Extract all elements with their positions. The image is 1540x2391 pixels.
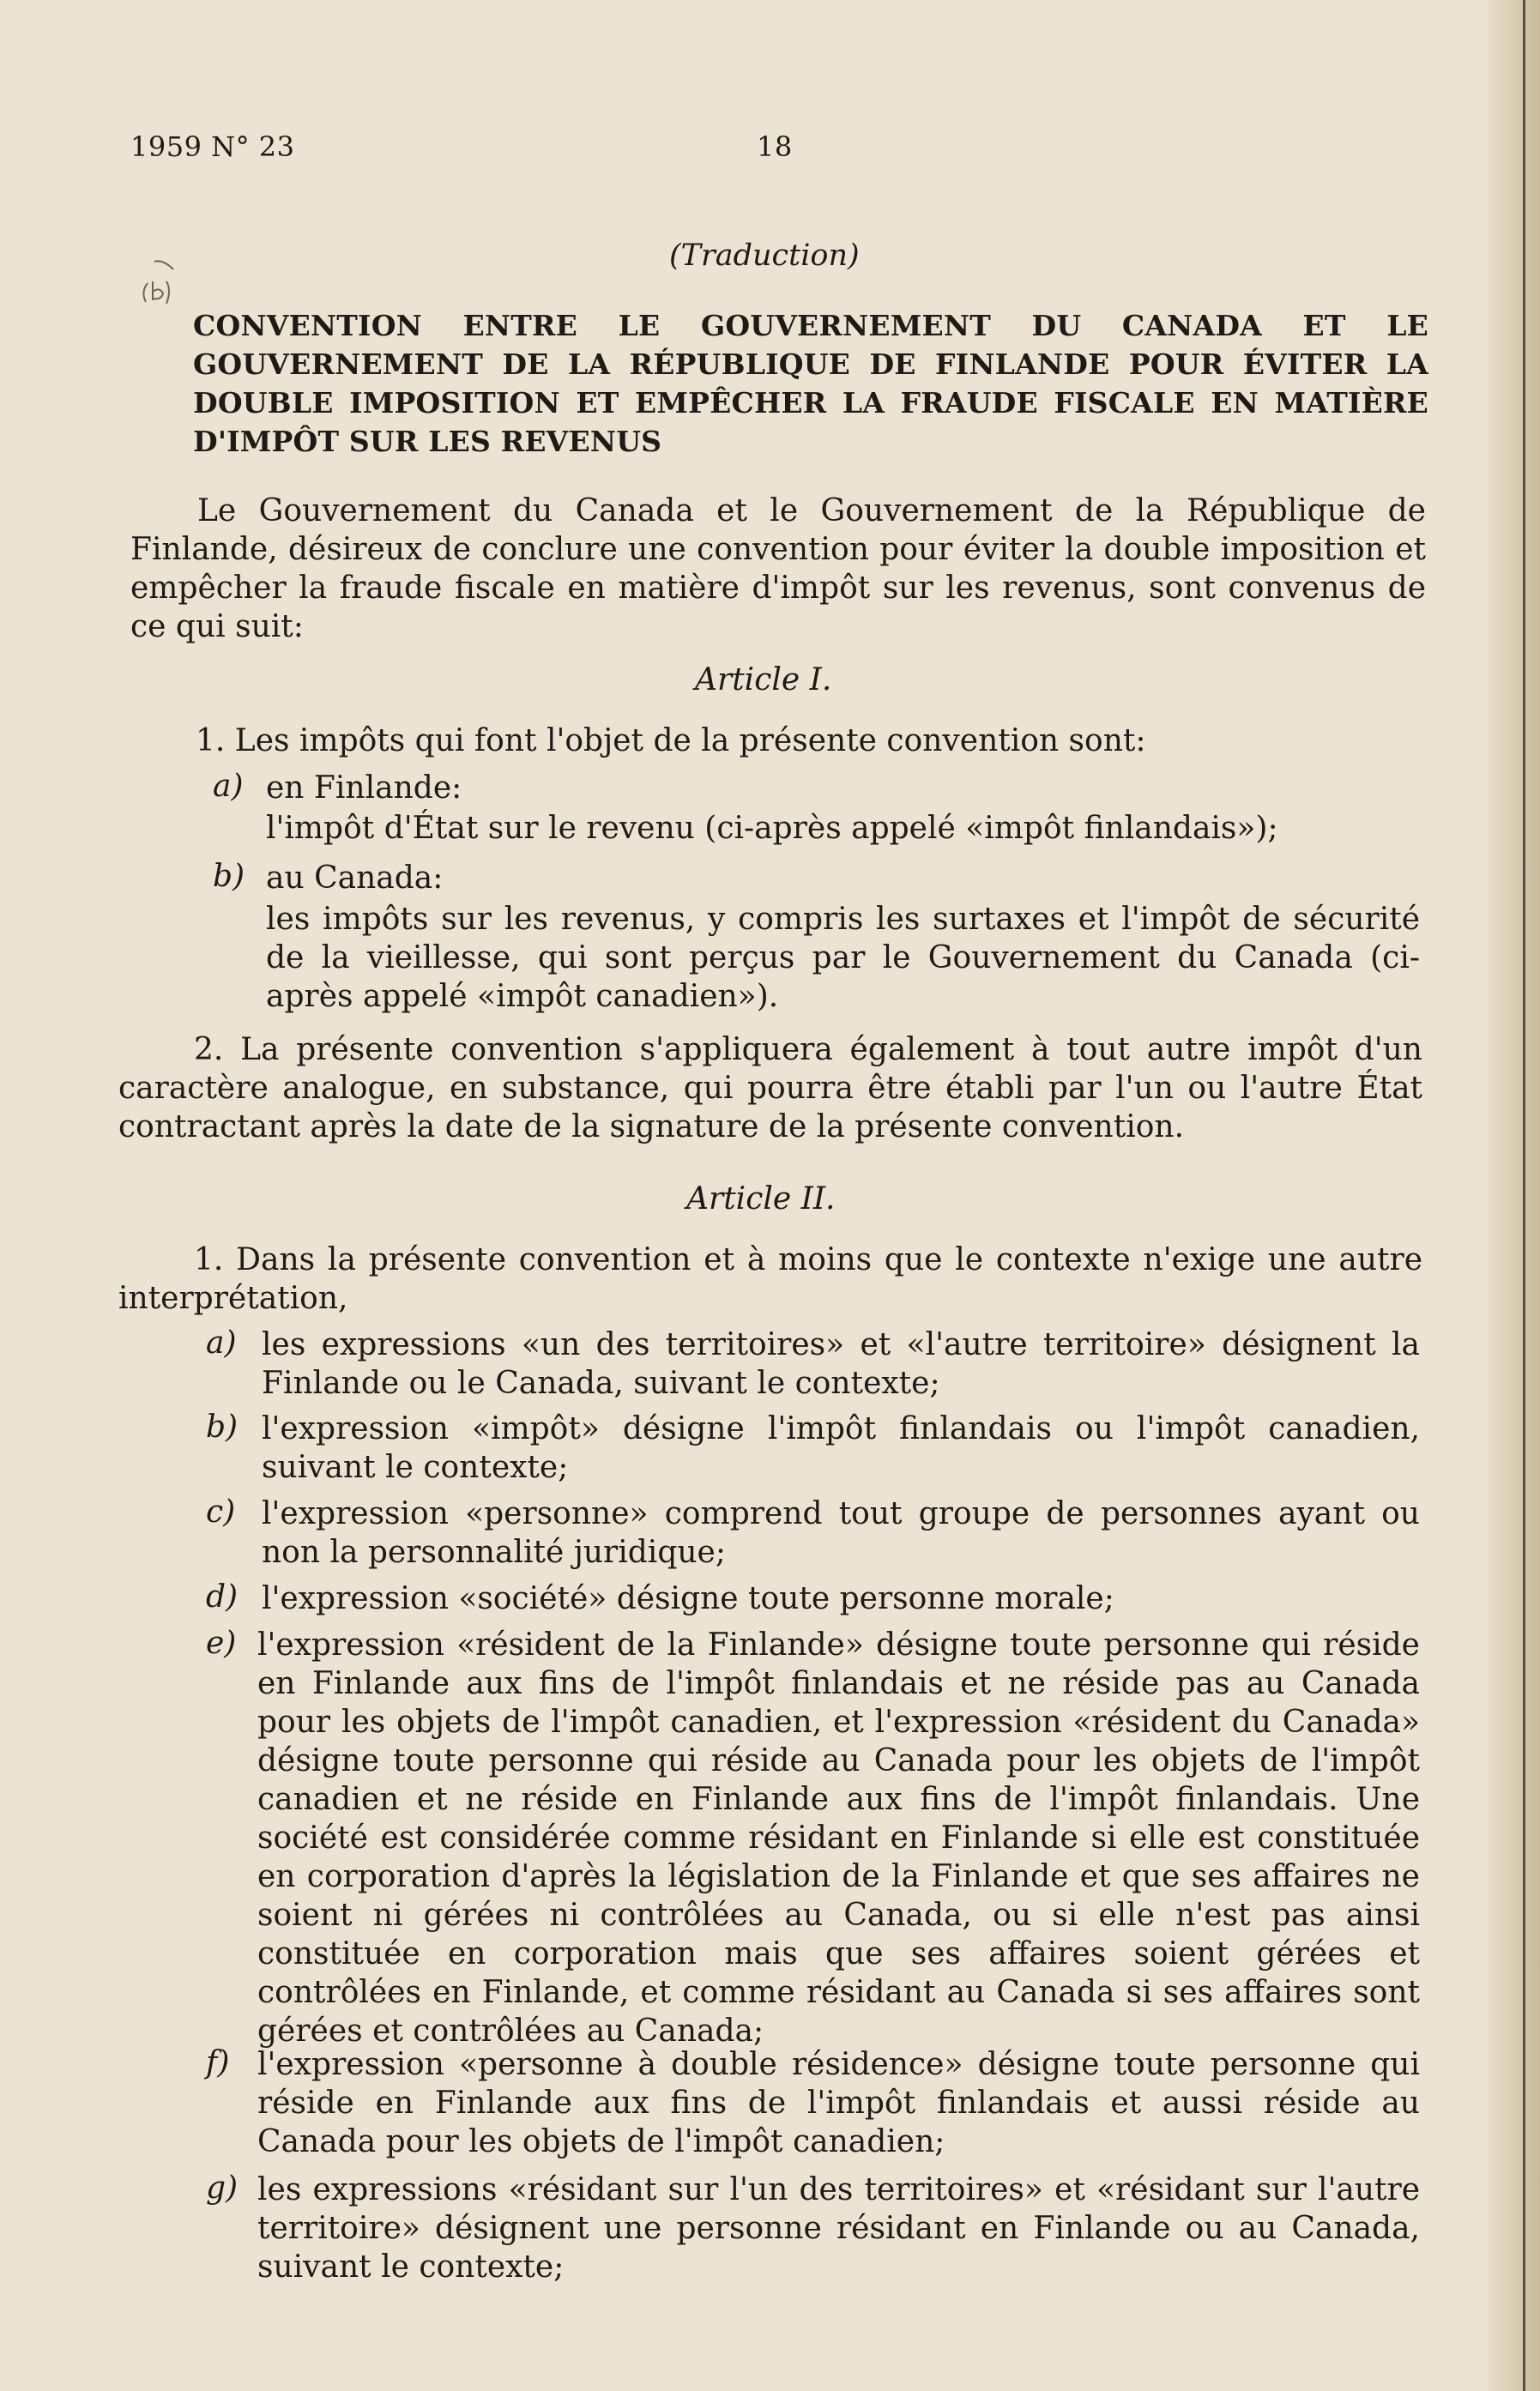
document-title: CONVENTION ENTRE LE GOUVERNEMENT DU CANADA ET LE GOUVERNEMENT DE LA RÉPUBLIQUE DE FINLANDE POUR ÉVITER LA DOUBLE IMPOSITION ET EMPÊCHER LA FRAUDE FISCALE EN MATIÈRE D'IMPÔT SUR LES REVENUS [193,309,1428,458]
article-1-paragraph-2: 2. La présente convention s'appliquera également à tout autre impôt d'un caractère analogue, en substance, qui pourra être établi par l'un ou l'autre État contractant après la date de la signature de la présente convention. [118,1032,1422,1144]
item-label-a: a) [213,769,244,804]
article-1-item-b-head: au Canada: [266,860,444,896]
article-2-item-d: l'expression «société» désigne toute personne morale; [262,1581,1114,1616]
item-label-c: c) [206,1494,236,1530]
item-label-a: a) [206,1325,237,1361]
article-2-item-b: l'expression «impôt» désigne l'impôt finlandais ou l'impôt canadien, suivant le contexte; [262,1411,1420,1485]
item-label-d: d) [206,1579,239,1615]
article-1-paragraph-1: 1. Les impôts qui font l'objet de la présente convention sont: [196,723,1146,758]
article-2-paragraph-1: 1. Dans la présente convention et à moins que le contexte n'exige une autre interprétation, [118,1242,1422,1316]
article-1-heading: Article I. [695,662,832,697]
item-label-e: e) [206,1626,237,1661]
article-2-item-e: l'expression «résident de la Finlande» désigne toute personne qui réside en Finlande aux fins de l'impôt finlandais et ne réside pas au Canada pour les objets de l'impôt canadien, et l'expression «résident du Canada» désigne toute personne qui réside au Canada pour les objets de l'impôt canadien et ne réside en Finlande aux fins de l'impôt finlandais. Une société est considérée comme résidant en Finlande si elle est constituée en corporation d'après la législation de la Finlande et que ses affaires ne soient ni gérées ni contrôlées au Canada, ou si elle n'est pas ainsi constituée en corporation mais que ses affaires soient gérées et contrôlées en Finlande, et comme résidant au Canada si ses affaires sont gérées et contrôlées au Canada; [257,1627,1420,2049]
translation-label: (Traduction) [669,238,860,273]
article-2-item-f: l'expression «personne à double résidence» désigne toute personne qui réside en Finlande aux fins de l'impôt finlandais et aussi réside au Canada pour les objets de l'impôt canadien; [257,2047,1420,2159]
year-number: 1959 N° 23 [130,130,295,163]
article-2-item-c: l'expression «personne» comprend tout groupe de personnes ayant ou non la personnalité juridique; [262,1496,1420,1570]
page-number: 18 [757,130,793,163]
item-label-b: b) [213,859,245,894]
article-2-item-g: les expressions «résidant sur l'un des territoires» et «résidant sur l'autre territoire» désignent une personne résidant en Finlande ou au Canada, suivant le contexte; [257,2172,1420,2285]
preamble: Le Gouvernement du Canada et le Gouvernement de la République de Finlande, désireux de conclure une convention pour éviter la double imposition et empêcher la fraude fiscale en matière d'impôt sur les revenus, sont convenus de ce qui suit: [130,493,1426,644]
article-1-item-b-text: les impôts sur les revenus, y compris les surtaxes et l'impôt de sécurité de la vieillesse, qui sont perçus par le Gouvernement du Canada (ci-après appelé «impôt canadien»). [266,902,1420,1014]
article-1-item-a-head: en Finlande: [266,770,462,806]
article-2-heading: Article II. [686,1181,836,1217]
item-label-g: g) [206,2171,239,2206]
handwritten-mark [129,257,189,317]
article-2-item-a: les expressions «un des territoires» et «l'autre territoire» désignent la Finlande ou le Canada, suivant le contexte; [262,1327,1420,1401]
page-edge [1489,0,1540,2391]
article-1-item-a-text: l'impôt d'État sur le revenu (ci-après appelé «impôt finlandais»); [266,811,1278,846]
binding-edge-line [1523,0,1525,2391]
item-label-f: f) [206,2045,230,2080]
item-label-b: b) [206,1410,239,1445]
